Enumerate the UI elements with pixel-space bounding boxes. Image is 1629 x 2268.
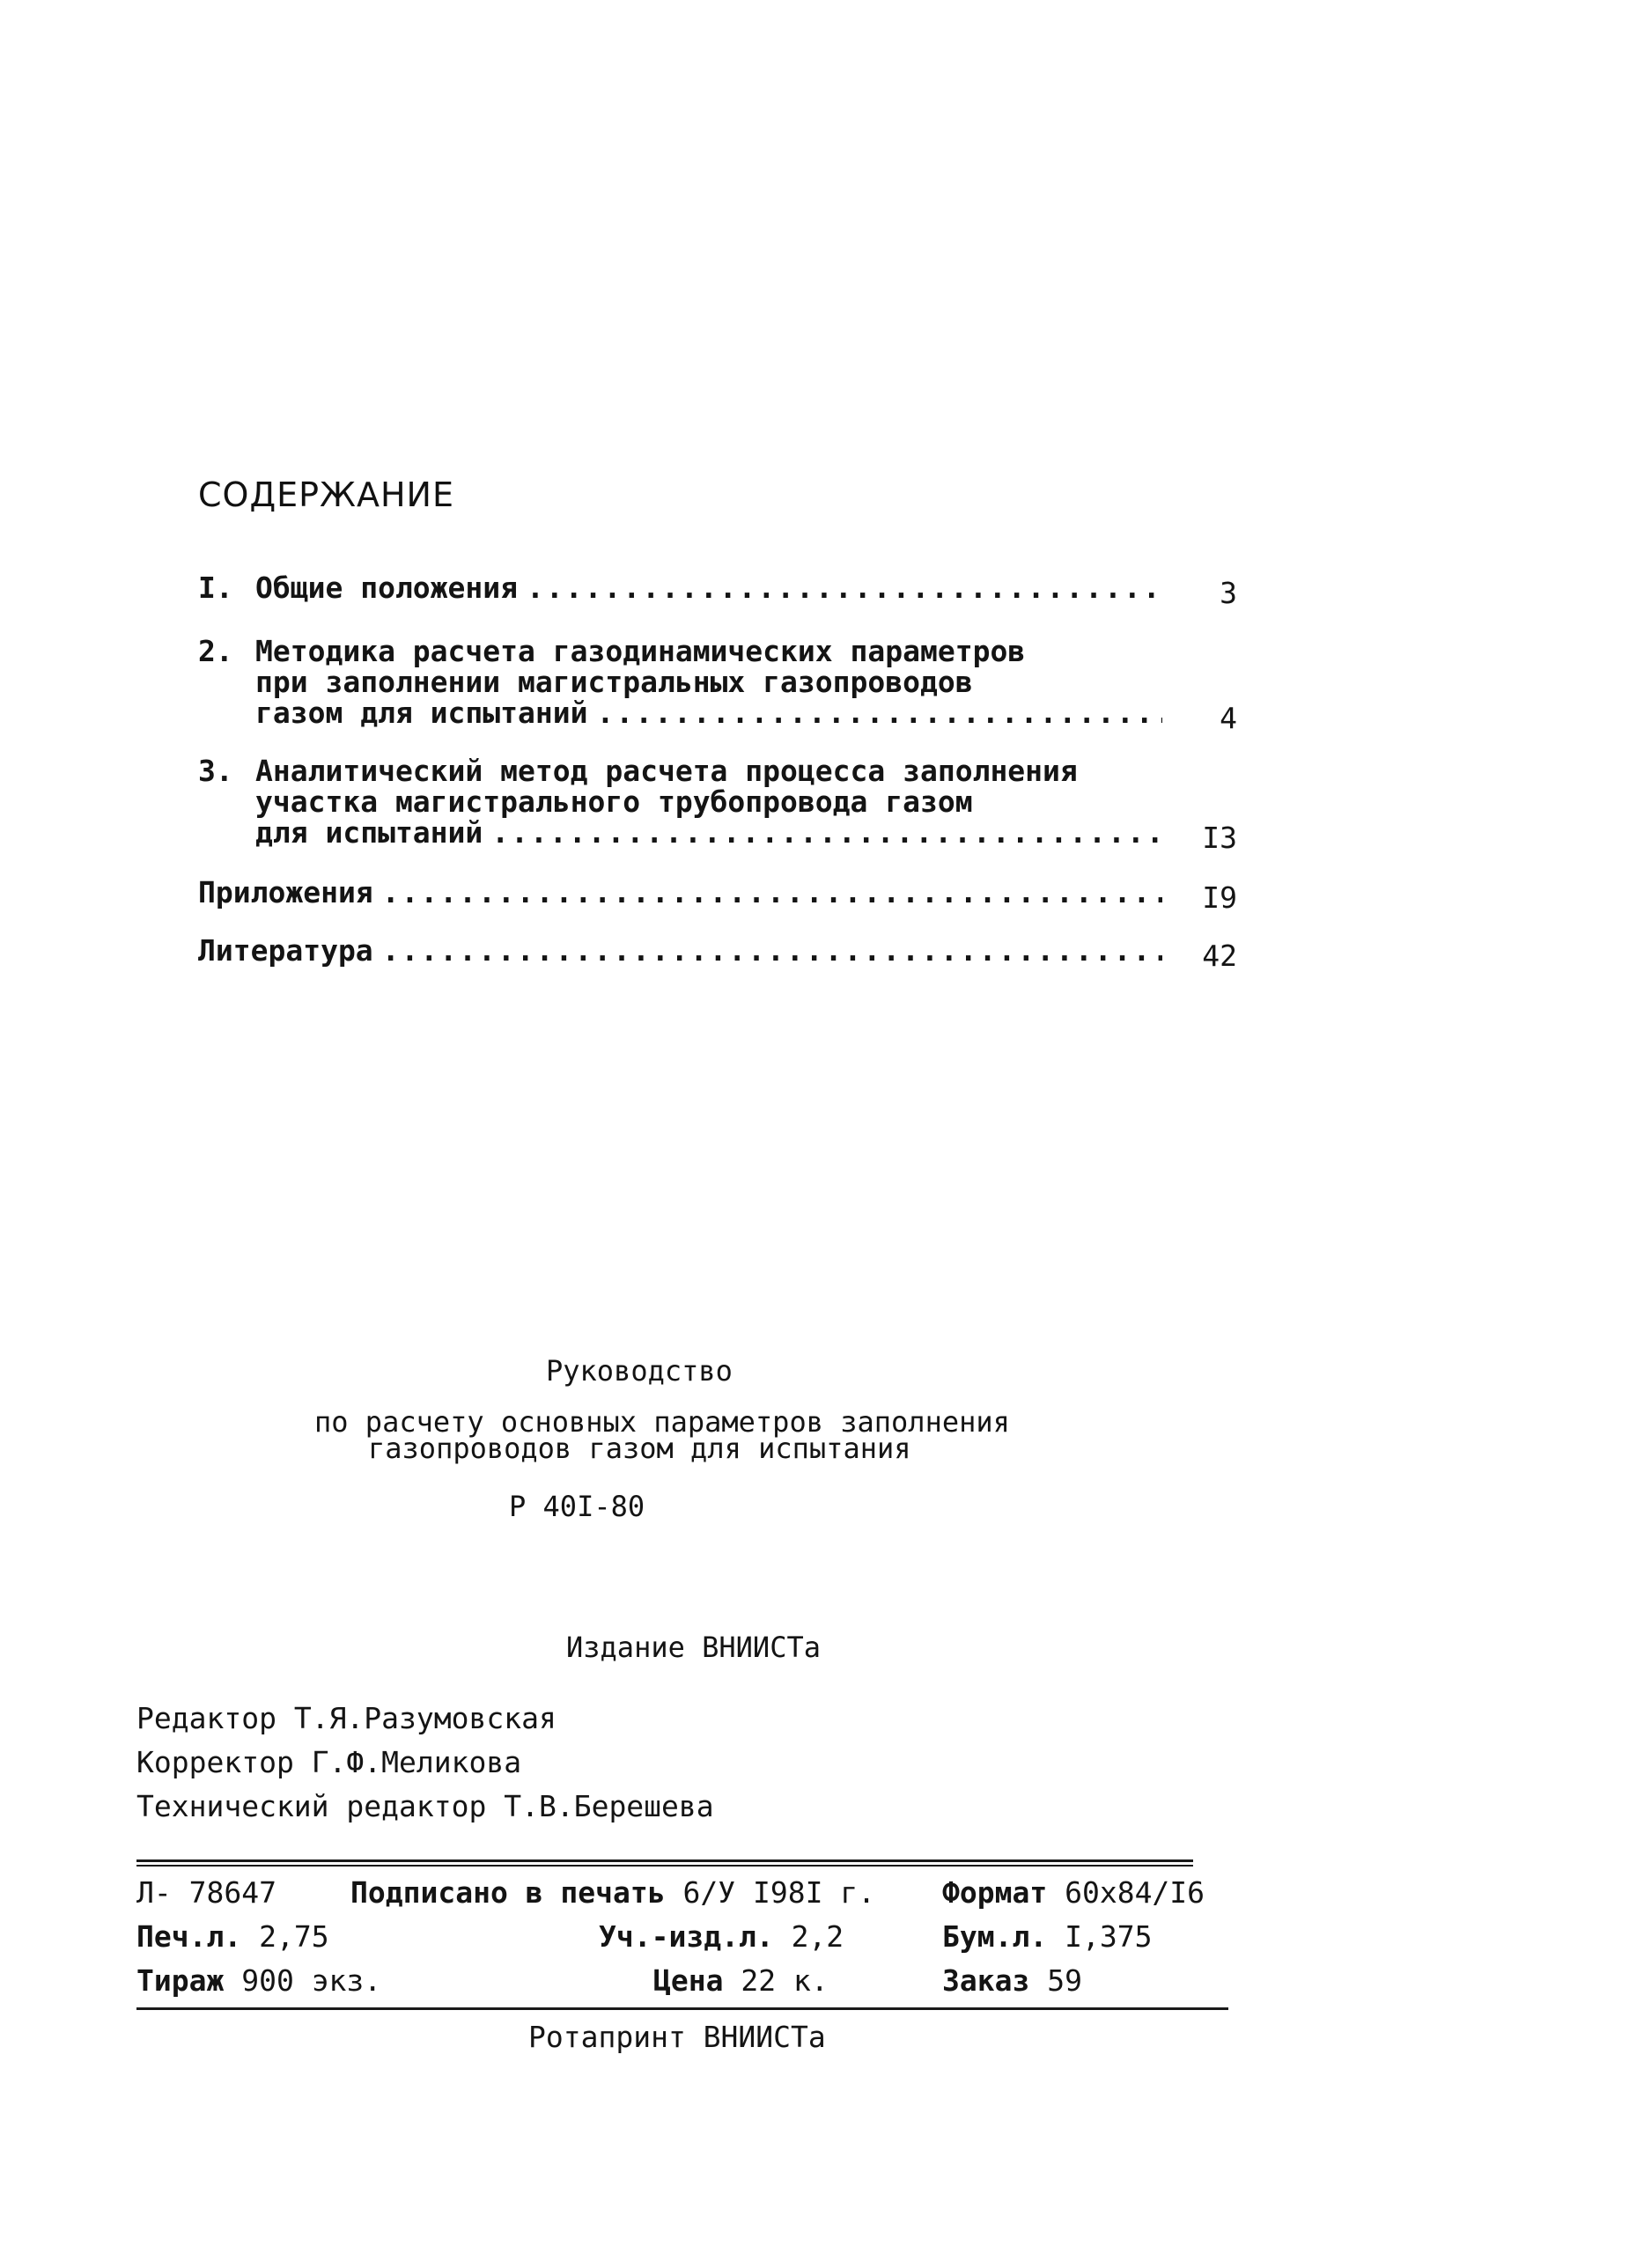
toc-entry-line: газом для испытаний (255, 696, 588, 730)
signed-label: Подписано в печать (350, 1875, 666, 1910)
imprint-bottom-rule (136, 2007, 1228, 2010)
toc-entry-line: Методика расчета газодинамических параметров (255, 634, 1026, 668)
uch-label: Уч.-изд.л. (599, 1919, 774, 1954)
staff-name: Т.В.Берешева (504, 1789, 714, 1823)
toc-leader (491, 817, 1162, 848)
order-number (942, 1963, 1082, 1998)
toc-leader (382, 935, 1162, 966)
format-label: Формат (942, 1875, 1048, 1910)
imprint-top-rule-inner (136, 1865, 1193, 1867)
toc-page-number: I3 (1202, 821, 1237, 855)
printer: Ротапринт ВНИИСТа (528, 2020, 826, 2054)
toc-entry-text (255, 755, 1162, 848)
staff-role: Редактор (136, 1701, 276, 1735)
toc-entry-3 (198, 754, 1237, 855)
toc-entry-line: Аналитический метод расчета процесса заполнения (255, 754, 1078, 788)
toc-leader (382, 877, 1162, 908)
staff-role: Технический редактор (136, 1789, 487, 1823)
print-run (136, 1963, 381, 1998)
toc-title: СОДЕРЖАНИЕ (198, 475, 454, 514)
doc-code: Р 40I-80 (509, 1490, 645, 1523)
toc-entry-number: 3. (198, 754, 233, 788)
publisher: Издание ВНИИСТа (566, 1631, 821, 1664)
uch-value: 2,2 (791, 1919, 844, 1954)
toc-entry-literature (198, 933, 1237, 973)
toc-entry-line: Общие положения (255, 571, 519, 605)
toc-entry-number: 2. (198, 634, 233, 668)
paper-sheets (942, 1919, 1152, 1954)
signed-for-print (350, 1875, 875, 1910)
toc-entry-line: участка магистрального трубопровода газом (255, 784, 973, 819)
staff-name: Г.Ф.Меликова (311, 1745, 522, 1779)
pech-label: Печ.л. (136, 1919, 242, 1954)
staff-corrector (136, 1745, 521, 1779)
printed-sheets (136, 1919, 329, 1954)
toc-leader (597, 697, 1163, 728)
staff-tech-editor (136, 1789, 714, 1823)
doc-type: Руководство (546, 1354, 733, 1388)
toc-entry-2 (198, 636, 1237, 733)
imprint-top-rule (136, 1859, 1193, 1862)
toc-entry-text (198, 877, 1162, 908)
format (942, 1875, 1205, 1910)
toc-leader (527, 572, 1162, 603)
price-value: 22 к. (741, 1963, 829, 1998)
toc-entry-text (255, 636, 1162, 728)
toc-entry-line: Литература (198, 933, 373, 968)
toc-entry-number: I. (198, 571, 233, 605)
toc-entry-line: для испытаний (255, 815, 483, 850)
tirazh-label: Тираж (136, 1963, 225, 1998)
toc-page-number: 42 (1202, 939, 1237, 973)
toc-page-number: I9 (1202, 880, 1237, 915)
order-code: Л- 78647 (136, 1875, 276, 1910)
doc-title-line2: газопроводов газом для испытания (368, 1432, 911, 1465)
signed-value: 6/У I98I г. (682, 1875, 876, 1910)
staff-editor (136, 1701, 557, 1735)
publishing-sheets (599, 1919, 844, 1954)
zakaz-value: 59 (1047, 1963, 1082, 1998)
staff-role: Корректор (136, 1745, 294, 1779)
format-value: 60х84/I6 (1065, 1875, 1205, 1910)
toc-entry-text (198, 935, 1162, 966)
bum-label: Бум.л. (942, 1919, 1048, 1954)
toc-entry-line: при заполнении магистральных газопроводов (255, 665, 973, 699)
toc-entry-1 (198, 572, 1237, 608)
toc-page-number: 3 (1220, 576, 1237, 610)
toc-entry-text (255, 572, 1162, 603)
price-label: Цена (653, 1963, 724, 1998)
bum-value: I,375 (1065, 1919, 1153, 1954)
staff-name: Т.Я.Разумовская (293, 1701, 557, 1735)
zakaz-label: Заказ (942, 1963, 1030, 1998)
price (653, 1963, 829, 1998)
toc-entry-line: Приложения (198, 875, 373, 909)
doc-title-line1: по расчету основных параметров заполнения (314, 1405, 1010, 1439)
tirazh-value: 900 экз. (241, 1963, 382, 1998)
toc-entry-appendices (198, 875, 1237, 915)
toc-page-number: 4 (1220, 701, 1237, 735)
pech-value: 2,75 (259, 1919, 329, 1954)
